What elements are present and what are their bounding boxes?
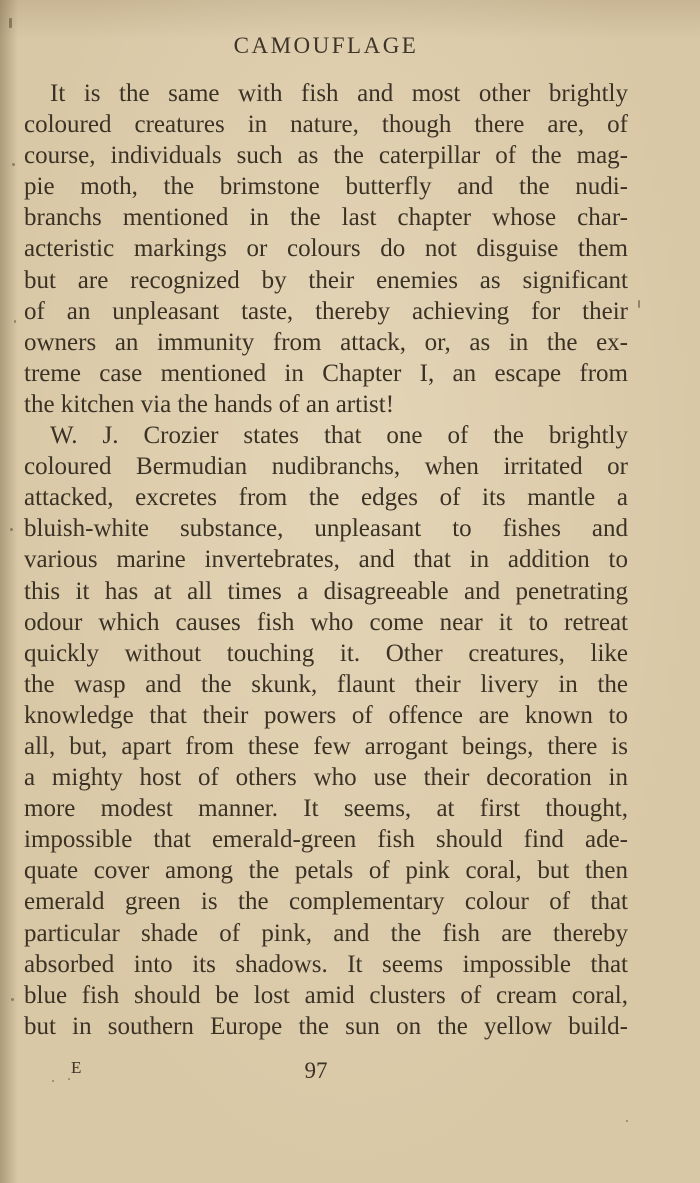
text-line: impossible that emerald-green fish should find ade-	[24, 826, 628, 854]
text-line: the kitchen via the hands of an artist!	[24, 390, 395, 418]
text-line: attacked, excretes from the edges of its mantle a	[24, 484, 628, 512]
text-line: It is the same with fish and most other brightly	[50, 80, 628, 107]
body-text	[24, 78, 628, 1042]
text-line: a mighty host of others who use their decoration in	[24, 764, 628, 792]
paper-speck	[626, 1120, 628, 1122]
text-line: course, individuals such as the caterpillar of the mag-	[24, 142, 628, 170]
text-line: the wasp and the skunk, flaunt their livery in the	[24, 670, 628, 698]
text-line: various marine invertebrates, and that in addition to	[24, 546, 628, 574]
text-line: particular shade of pink, and the fish are thereby	[24, 919, 628, 947]
paper-speck	[14, 320, 16, 323]
text-line: odour which causes fish who come near it to retreat	[24, 608, 628, 636]
text-line: but in southern Europe the sun on the yellow build-	[24, 1012, 628, 1040]
text-line: acteristic markings or colours do not disguise them	[24, 235, 628, 263]
running-head: CAMOUFLAGE	[233, 33, 419, 58]
text-line: knowledge that their powers of offence are known to	[24, 701, 628, 729]
text-line: owners an immunity from attack, or, as in the ex-	[24, 328, 628, 356]
text-line: emerald green is the complementary colour of that	[24, 888, 628, 916]
page-number: 97	[304, 1058, 328, 1083]
text-line: W. J. Crozier states that one of the brightly	[50, 422, 628, 450]
signature-mark: E	[71, 1058, 82, 1077]
paper-speck	[9, 18, 12, 28]
paper-speck	[68, 1078, 70, 1080]
text-line: treme case mentioned in Chapter I, an escape from	[24, 359, 628, 387]
text-line: absorbed into its shadows. It seems impossible that	[24, 950, 628, 978]
paper-speck	[638, 300, 640, 308]
text-line: more modest manner. It seems, at first thought,	[24, 795, 628, 823]
text-line: bluish-white substance, unpleasant to fishes and	[24, 515, 628, 543]
text-line: all, but, apart from these few arrogant beings, there is	[24, 732, 628, 760]
text-line: this it has at all times a disagreeable and penetrating	[24, 577, 628, 605]
text-line: blue fish should be lost amid clusters of cream coral,	[24, 981, 628, 1009]
text-line: branchs mentioned in the last chapter whose char-	[24, 204, 628, 232]
text-line: pie moth, the brimstone butterfly and the nudi-	[24, 173, 628, 201]
text-line: of an unpleasant taste, thereby achieving for their	[24, 297, 628, 325]
text-line: but are recognized by their enemies as significant	[24, 266, 628, 294]
paper-speck	[11, 998, 14, 1001]
paper-speck	[12, 163, 15, 166]
text-line: quate cover among the petals of pink coral, but then	[24, 857, 628, 885]
paper-speck	[10, 528, 13, 531]
paper-speck	[52, 1080, 54, 1082]
text-line: quickly without touching it. Other creatures, like	[24, 639, 628, 667]
text-line: coloured Bermudian nudibranchs, when irritated or	[24, 453, 628, 481]
text-line: coloured creatures in nature, though there are, of	[24, 111, 628, 139]
